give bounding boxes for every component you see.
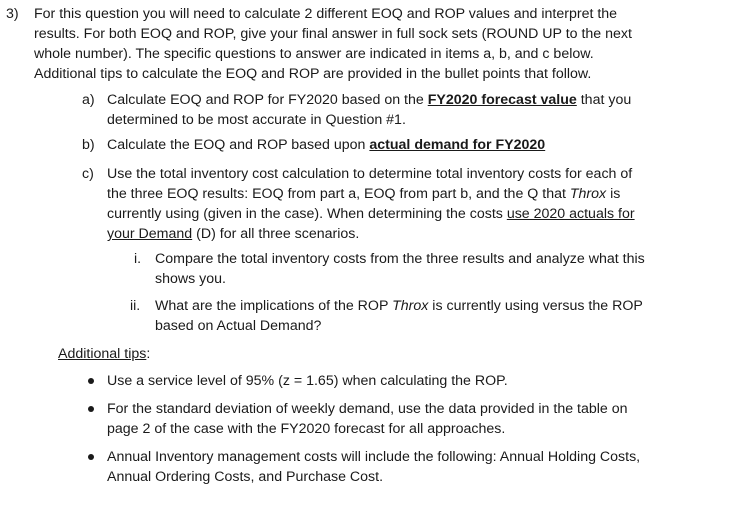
tip-line: Annual Inventory management costs will include the following: Annual Holding Costs, [107, 449, 641, 465]
item-c-text-post: is [606, 186, 621, 202]
sub-item-ii-text-post: is currently using versus the ROP [428, 298, 643, 314]
item-a-text-pre: Calculate EOQ and ROP for FY2020 based on the [107, 92, 428, 108]
sub-item-ii-line [155, 296, 643, 316]
sub-item-i-line: shows you. [155, 271, 226, 287]
throx-italic: Throx [569, 186, 607, 202]
fy2020-forecast-emphasis: FY2020 forecast value [427, 92, 577, 108]
sub-item-i-marker: i. [134, 251, 142, 267]
additional-tips-colon: : [146, 346, 151, 362]
bullet-icon [88, 406, 94, 412]
question-intro [34, 4, 632, 84]
throx-italic: Throx [392, 298, 429, 314]
item-c-line [107, 224, 635, 244]
intro-line: whole number). The specific questions to answer are indicated in items a, b, and c below. [34, 46, 594, 62]
tip-item [107, 371, 508, 391]
item-b-text-pre: Calculate the EOQ and ROP based upon [107, 137, 370, 153]
question-number: 3) [6, 6, 19, 22]
item-b-marker: b) [82, 137, 95, 153]
tip-line: page 2 of the case with the FY2020 forecast for all approaches. [107, 421, 506, 437]
additional-tips-label: Additional tips [58, 346, 147, 362]
intro-line: For this question you will need to calculate 2 different EOQ and ROP values and interpret the [34, 6, 618, 22]
bullet-icon [88, 454, 94, 460]
item-c-text [107, 164, 635, 244]
sub-item-ii-text-pre: What are the implications of the ROP [155, 298, 393, 314]
item-c-text-post: (D) for all three scenarios. [192, 226, 360, 242]
item-a-text-post: that you [576, 92, 632, 108]
use-actuals-emphasis: use 2020 actuals for [506, 206, 635, 222]
item-b-text [107, 135, 545, 155]
sub-item-ii-line: based on Actual Demand? [155, 318, 322, 334]
item-c-line: Use the total inventory cost calculation to determine total inventory costs for each of [107, 166, 633, 182]
sub-item-i-line: Compare the total inventory costs from the three results and analyze what this [155, 251, 645, 267]
item-a-line: determined to be most accurate in Question #1. [107, 112, 406, 128]
sub-item-ii-text [155, 296, 643, 336]
item-c-line [107, 184, 635, 204]
item-c-text-pre: the three EOQ results: EOQ from part a, EOQ from part b, and the Q that [107, 186, 570, 202]
item-a-marker: a) [82, 92, 95, 108]
intro-line: results. For both EOQ and ROP, give your final answer in full sock sets (ROUND UP to the next [34, 26, 632, 42]
tip-item [107, 447, 640, 487]
tip-line: For the standard deviation of weekly demand, use the data provided in the table on [107, 401, 628, 417]
item-a-line [107, 90, 631, 110]
intro-line: Additional tips to calculate the EOQ and ROP are provided in the bullet points that follow. [34, 66, 592, 82]
additional-tips-heading [58, 344, 150, 364]
actual-demand-emphasis: actual demand for FY2020 [369, 137, 546, 153]
tip-item [107, 399, 628, 439]
sub-item-i-text [155, 249, 645, 289]
item-c-marker: c) [82, 166, 94, 182]
item-c-line [107, 204, 635, 224]
tip-line: Annual Ordering Costs, and Purchase Cost. [107, 469, 384, 485]
item-c-text-pre: currently using (given in the case). When determining the costs [107, 206, 507, 222]
sub-item-ii-marker: ii. [130, 298, 141, 314]
your-demand-emphasis: your Demand [107, 226, 193, 242]
item-a-text [107, 90, 631, 130]
bullet-icon [88, 378, 94, 384]
tip-line: Use a service level of 95% (z = 1.65) when calculating the ROP. [107, 373, 508, 389]
